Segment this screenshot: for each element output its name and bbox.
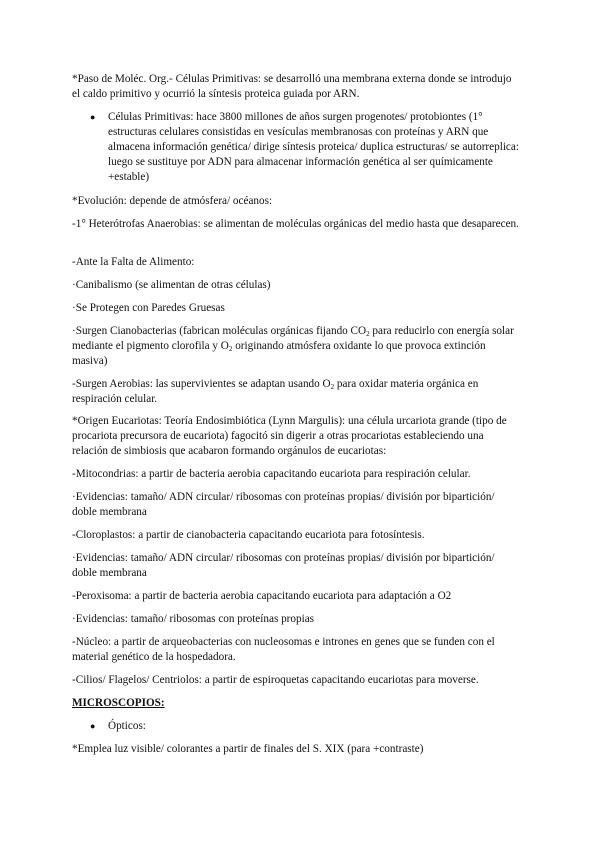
paragraph-cloroplastos: -Cloroplastos: a partir de cianobacteria capacitando eucariota para fotosíntesis. xyxy=(72,529,425,541)
paragraph-heterotrofas: -1° Heterótrofas Anaerobias: se alimentan de moléculas orgánicas del medio hasta que desaparecen. xyxy=(72,218,519,230)
bullet-icon: ● xyxy=(90,721,96,731)
paragraph-peroxisoma: -Peroxisoma: a partir de bacteria aerobia capacitando eucariota para adaptación a O2 xyxy=(72,590,452,602)
paragraph-cilios: -Cilios/ Flagelos/ Centriolos: a partir de espiroquetas capacitando eucariotas para moverse. xyxy=(72,674,479,686)
paragraph-evidencias-mitocondrias: ·Evidencias: tamaño/ ADN circular/ ribosomas con proteínas propias/ división por bipartición/ doble membrana xyxy=(72,491,495,518)
o2-subscript: 2 xyxy=(228,345,233,353)
aerobias-text-1: -Surgen Aerobias: las supervivientes se adaptan usando O xyxy=(72,378,331,390)
paragraph-luz-visible: *Emplea luz visible/ colorantes a partir de finales del S. XIX (para +contraste) xyxy=(72,743,424,755)
cianobacterias-text-1: ·Surgen Cianobacterias (fabrican moléculas orgánicas fijando CO xyxy=(72,325,367,337)
aerobias-text-2: para oxidar materia orgánica en respiración celular. xyxy=(72,378,479,405)
o2-subscript: 2 xyxy=(330,383,335,391)
paragraph-aerobias xyxy=(72,377,522,407)
paragraph-falta-alimento: -Ante la Falta de Alimento: xyxy=(72,256,195,268)
paragraph-cianobacterias xyxy=(72,324,522,369)
co2-subscript: 2 xyxy=(366,330,370,338)
paragraph-evolucion: *Evolución: depende de atmósfera/ océanos: xyxy=(72,195,273,207)
paragraph-canibalismo xyxy=(72,278,522,293)
bullet-icon: ● xyxy=(90,112,96,122)
paragraph-origen-eucariotas: *Origen Eucariotas: Teoría Endosimbiótica (Lynn Margulis): una célula urcariota grande (tipo de procariota precursora de eucariota) fagocitó sin digerir a otras procariotas estableciendo una relación de simbiosis que acabaron formando orgánulos de eucariotas: xyxy=(72,415,507,457)
canibalismo-text: ·Canibalismo (se alimentan de otras células) xyxy=(72,279,271,291)
bullet-celulas-primitivas: Células Primitivas: hace 3800 millones de años surgen progenotes/ protobiontes (1° estructuras celulares consistidas en vesículas membranosas con proteínas y ARN que almacena información genética/ dirige síntesis proteica/ duplica estructuras/ se autorreplica: luego se sustituye por ADN para almacenar información genética al ser químicamente +estable) xyxy=(108,111,519,183)
paragraph-nucleo: -Núcleo: a partir de arqueobacterias con nucleosomas e intrones en genes que se funden con el material genético de la hospedadora. xyxy=(72,636,495,663)
cianobacterias-text-3: originando atmósfera oxidante lo que provoca extinción masiva) xyxy=(72,340,486,367)
bullet-opticos: Ópticos: xyxy=(108,720,146,732)
paragraph-evidencias-peroxisoma: ·Evidencias: tamaño/ ribosomas con proteínas propias xyxy=(72,613,315,625)
cianobacterias-text-2: para reducirlo con energía solar mediante el pigmento clorofila y O xyxy=(72,325,514,352)
paredes-text: ·Se Protegen con Paredes Gruesas xyxy=(72,302,225,314)
paragraph-paredes xyxy=(72,301,522,316)
paragraph-evidencias-cloroplastos: ·Evidencias: tamaño/ ADN circular/ ribosomas con proteínas propias/ división por bipartición/ doble membrana xyxy=(72,552,495,579)
paragraph-paso-moleculas: *Paso de Moléc. Org.- Células Primitivas: se desarrolló una membrana externa donde se introdujo el caldo primitivo y ocurrió la síntesis proteica guiada por ARN. xyxy=(72,73,512,100)
paragraph-mitocondrias: -Mitocondrias: a partir de bacteria aerobia capacitando eucariota para respiración celular. xyxy=(72,468,471,480)
heading-microscopios: MICROSCOPIOS: xyxy=(72,697,165,709)
